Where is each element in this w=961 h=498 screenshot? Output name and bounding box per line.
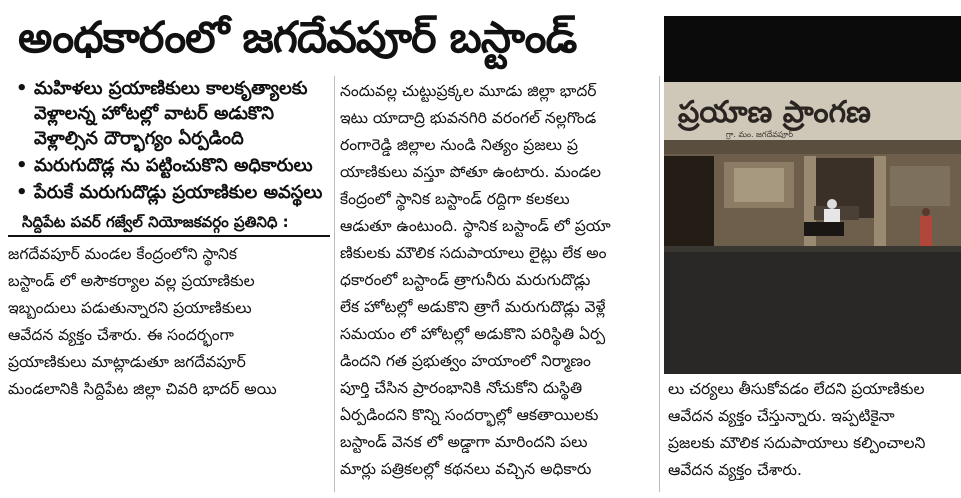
- body-line: ప్రయాణికులు మాట్లాడుతూ జగదేవపూర్: [8, 353, 246, 371]
- body-line: లు చర్యలు తీసుకోవడం లేదని ప్రయాణికుల: [668, 380, 925, 398]
- bullet-icon: •: [16, 155, 28, 176]
- roof-edge: [664, 140, 961, 154]
- body-line: డిందని గత ప్రభుత్వం హయాంలో నిర్మాణం: [340, 352, 591, 370]
- platform-edge: [664, 246, 961, 252]
- body-line: లేక హోటల్లో అడుకొని త్రాగే మరుగుదొడ్లు వెళ్లే: [340, 298, 606, 316]
- column-divider: [659, 76, 660, 492]
- body-line: మండలానికి సిద్దిపేట జిల్లా చివరి భాదర్ అయి: [8, 380, 277, 398]
- column-divider: [334, 76, 335, 492]
- body-line: ఆవేదన వ్యక్తం చేస్తున్నారు. ఇప్పటికైనా: [668, 407, 895, 425]
- article-body-right: [668, 376, 961, 484]
- ground: [664, 246, 961, 374]
- body-line: ఆడుతూ ఉంటుంది. స్థానిక బస్టాండ్ లో ప్రయా: [340, 217, 611, 235]
- body-line: జగదేవపూర్ మండల కేంద్రంలోని స్థానిక: [8, 245, 237, 263]
- body-line: బస్టాండ్ లో అసౌకర్యాల వల్ల ప్రయాణికుల: [8, 272, 255, 290]
- body-line: ఆవేదన వ్యక్తం చేశారు.: [668, 461, 802, 479]
- bullet-text: మరుగుదొడ్ల ను పట్టించుకొని అధికారులు: [34, 155, 313, 176]
- body-line: రంగారెడ్డి జిల్లాల నుండి నిత్యం ప్రజలు ప్ర: [340, 136, 578, 154]
- bullet-text: పేరుకే మరుగుదొడ్లు ప్రయాణికుల అవస్థలు: [34, 182, 323, 203]
- article-body-middle: [340, 78, 656, 483]
- notice-board: [734, 168, 784, 202]
- body-line: ఇబ్బందులు పడుతున్నారని ప్రయాణికులు: [8, 299, 252, 317]
- night-scene-illustration: [664, 16, 961, 374]
- bullet-item: [8, 76, 330, 151]
- body-line: సమయం లో హోటల్లో అడుకొని పరిస్థితి ఏర్ప: [340, 325, 606, 343]
- side-window: [890, 166, 950, 206]
- body-line: యాణికులు వస్తూ పోతూ ఉంటారు. మండల: [340, 163, 602, 181]
- body-line: మార్లు పత్రికలల్లో కథనలు వచ్చిన అధికారు: [340, 460, 592, 478]
- person-head: [922, 208, 930, 216]
- bullet-item: [8, 180, 330, 205]
- headline: అంధకారంలో జగదేవపూర్ బస్టాండ్: [18, 13, 577, 63]
- sign-text: ప్రయాణ ప్రాంగణ: [678, 95, 871, 130]
- body-line: ఆవేదన వ్యక్తం చేశారు. ఈ సందర్భంగా: [8, 326, 234, 344]
- bullet-item: [8, 153, 330, 178]
- body-line: బస్టాండ్ వెనక లో అడ్డాగా మారిందని పలు: [340, 433, 588, 451]
- pillar: [874, 156, 886, 246]
- bullet-text: మహిళలు ప్రయాణికులు కాలకృత్యాలకు వెళ్లాలన్న హోటల్లో వాటర్ అడుకొని వెళ్లాల్సిన దౌర్భాగ్యం ఏర్పడింది: [34, 78, 308, 149]
- byline: సిద్దిపేట పవర్ గజ్వేల్ నియోజకవర్గం ప్రతినిధి :: [8, 211, 330, 237]
- body-line: ణికులకు మౌలిక సదుపాయాలు లైట్లు లేక అం: [340, 244, 607, 262]
- doorway: [664, 156, 714, 246]
- body-line: కేంద్రంలో స్థానిక బస్టాండ్ రద్దిగా కలకలు: [340, 190, 570, 208]
- body-line: ప్రజలకు మౌలిక సదుపాయాలు కల్పించాలని: [668, 434, 926, 452]
- bullet-icon: •: [16, 182, 28, 203]
- article-body-left: [8, 241, 330, 403]
- bus-stand-photo: [664, 16, 961, 374]
- body-line: పూర్తి చేసిన ప్రారంభానికి నోచుకోని దుస్థితి: [340, 379, 583, 397]
- person-head: [827, 199, 837, 209]
- body-line: ఇటు యాదాద్రి భువనగిరి వరంగల్ నల్లగొండ: [340, 109, 597, 127]
- left-column: [8, 76, 330, 403]
- motorbike: [804, 222, 844, 236]
- person-body: [920, 216, 932, 246]
- body-line: ఏర్పడిందని కొన్ని సందర్భాల్లో ఆకతాయిలకు: [340, 406, 599, 424]
- bullet-icon: •: [16, 78, 28, 99]
- sign-subtext: గ్రా. మం. జగదేవపూర్: [726, 130, 794, 139]
- body-line: ధకారంలో బస్టాండ్ త్రాగునీరు మరుగుదొడ్లు: [340, 271, 591, 289]
- body-line: నందువల్ల చుట్టుప్రక్కల మూడు జిల్లా భాదర్: [340, 82, 597, 100]
- highlight-bullets: [8, 76, 330, 205]
